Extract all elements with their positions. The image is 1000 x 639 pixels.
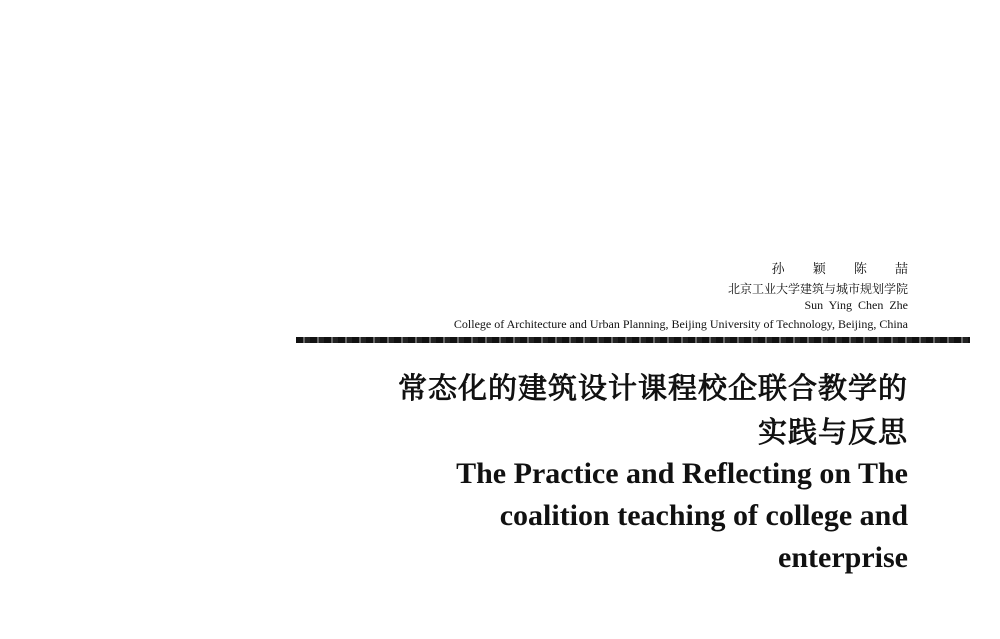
title-chinese-line-2: 实践与反思 xyxy=(757,415,908,449)
title-english-line-3: enterprise xyxy=(778,541,908,574)
affiliation-english: College of Architecture and Urban Planning, Beijing University of Technology, Beijing, China xyxy=(453,317,908,331)
authors-english: Sun Ying Chen Zhe xyxy=(804,298,908,312)
title-chinese xyxy=(288,366,908,454)
title-english-line-1: The Practice and Reflecting on The xyxy=(456,457,908,490)
affiliation-chinese: 北京工业大学建筑与城市规划学院 xyxy=(727,282,908,296)
authors-chinese: 孙 颖 陈 喆 xyxy=(771,262,920,277)
title-english xyxy=(308,453,908,579)
header-rule xyxy=(296,337,970,343)
title-english-line-2: coalition teaching of college and xyxy=(499,499,908,532)
title-chinese-line-1: 常态化的建筑设计课程校企联合教学的 xyxy=(397,371,908,405)
